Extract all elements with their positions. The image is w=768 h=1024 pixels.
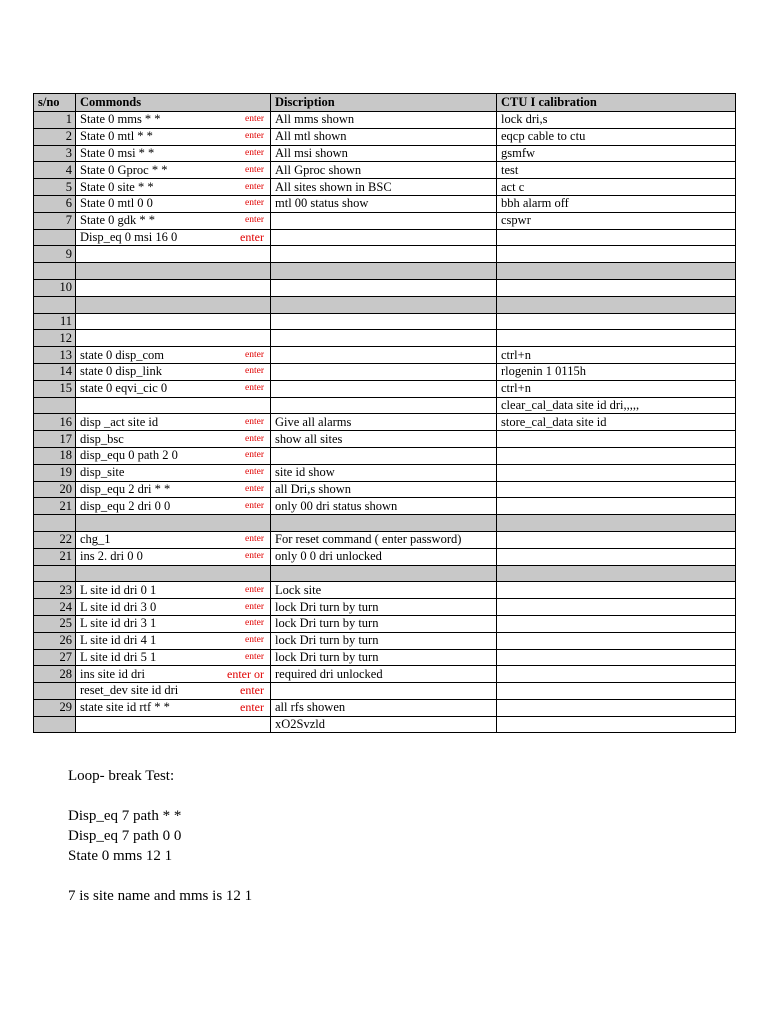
ctu-calibration-cell bbox=[497, 447, 736, 464]
table-row bbox=[34, 515, 736, 532]
command-cell bbox=[76, 615, 271, 632]
command-cell bbox=[76, 195, 271, 212]
description-cell bbox=[271, 683, 497, 700]
row-number: 2 bbox=[34, 128, 76, 145]
enter-label: enter bbox=[245, 181, 264, 192]
command-cell bbox=[76, 162, 271, 179]
enter-label: enter bbox=[245, 551, 264, 562]
enter-label: enter bbox=[240, 700, 264, 715]
enter-label: enter bbox=[245, 635, 264, 646]
table-row bbox=[34, 599, 736, 616]
enter-label: enter bbox=[245, 366, 264, 377]
note-line: Disp_eq 7 path * * bbox=[68, 808, 182, 824]
command-cell bbox=[76, 296, 271, 313]
table-row bbox=[34, 246, 736, 263]
table-row bbox=[34, 683, 736, 700]
ctu-calibration-cell: test bbox=[497, 162, 736, 179]
command-text: disp_equ 2 dri 0 0 bbox=[80, 498, 171, 513]
command-cell bbox=[76, 515, 271, 532]
enter-label: enter bbox=[245, 651, 264, 662]
enter-label: enter bbox=[245, 500, 264, 511]
description-cell bbox=[271, 263, 497, 280]
command-text: reset_dev site id dri bbox=[80, 683, 179, 698]
description-cell bbox=[271, 212, 497, 229]
table-body bbox=[34, 112, 736, 733]
table-row bbox=[34, 279, 736, 296]
ctu-calibration-cell bbox=[497, 431, 736, 448]
row-number: 26 bbox=[34, 632, 76, 649]
row-number bbox=[34, 565, 76, 582]
description-cell bbox=[271, 330, 497, 347]
description-cell: show all sites bbox=[271, 431, 497, 448]
command-text: L site id dri 3 1 bbox=[80, 616, 157, 631]
command-cell bbox=[76, 699, 271, 716]
table-row bbox=[34, 666, 736, 683]
ctu-calibration-cell bbox=[497, 548, 736, 565]
command-cell bbox=[76, 347, 271, 364]
ctu-calibration-cell: eqcp cable to ctu bbox=[497, 128, 736, 145]
ctu-calibration-cell bbox=[497, 246, 736, 263]
ctu-calibration-cell bbox=[497, 531, 736, 548]
ctu-calibration-cell: lock dri,s bbox=[497, 112, 736, 129]
command-cell bbox=[76, 179, 271, 196]
row-number: 29 bbox=[34, 699, 76, 716]
header-commands: Commonds bbox=[76, 94, 271, 112]
table-row bbox=[34, 229, 736, 246]
ctu-calibration-cell bbox=[497, 649, 736, 666]
command-text: State 0 Gproc * * bbox=[80, 162, 168, 177]
table-row bbox=[34, 632, 736, 649]
ctu-calibration-cell bbox=[497, 599, 736, 616]
command-text: state site id rtf * * bbox=[80, 700, 170, 715]
description-cell bbox=[271, 447, 497, 464]
description-cell bbox=[271, 397, 497, 414]
description-cell: lock Dri turn by turn bbox=[271, 615, 497, 632]
description-cell: lock Dri turn by turn bbox=[271, 599, 497, 616]
row-number: 14 bbox=[34, 363, 76, 380]
description-cell bbox=[271, 363, 497, 380]
description-cell: mtl 00 status show bbox=[271, 195, 497, 212]
enter-label: enter bbox=[245, 383, 264, 394]
description-cell: only 0 0 dri unlocked bbox=[271, 548, 497, 565]
table-row bbox=[34, 179, 736, 196]
row-number: 23 bbox=[34, 582, 76, 599]
command-cell bbox=[76, 565, 271, 582]
command-cell bbox=[76, 582, 271, 599]
ctu-calibration-cell bbox=[497, 229, 736, 246]
note-line bbox=[68, 866, 252, 886]
ctu-calibration-cell: store_cal_data site id bbox=[497, 414, 736, 431]
description-cell: All mms shown bbox=[271, 112, 497, 129]
command-cell bbox=[76, 229, 271, 246]
command-text: State 0 mtl * * bbox=[80, 129, 153, 144]
ctu-calibration-cell bbox=[497, 699, 736, 716]
ctu-calibration-cell bbox=[497, 683, 736, 700]
table-row bbox=[34, 649, 736, 666]
command-cell bbox=[76, 431, 271, 448]
command-text: State 0 gdk * * bbox=[80, 213, 155, 228]
description-cell: all rfs showen bbox=[271, 699, 497, 716]
table-row bbox=[34, 447, 736, 464]
row-number: 10 bbox=[34, 279, 76, 296]
description-cell: only 00 dri status shown bbox=[271, 498, 497, 515]
description-cell: lock Dri turn by turn bbox=[271, 632, 497, 649]
row-number: 24 bbox=[34, 599, 76, 616]
command-cell bbox=[76, 145, 271, 162]
command-cell bbox=[76, 263, 271, 280]
description-cell: Give all alarms bbox=[271, 414, 497, 431]
command-text: state 0 disp_link bbox=[80, 364, 162, 379]
command-cell bbox=[76, 279, 271, 296]
description-cell: lock Dri turn by turn bbox=[271, 649, 497, 666]
table-row bbox=[34, 699, 736, 716]
loop-break-notes bbox=[68, 766, 252, 906]
note-line: State 0 mms 12 1 bbox=[68, 848, 173, 864]
note-line bbox=[68, 786, 252, 806]
row-number: 18 bbox=[34, 447, 76, 464]
description-cell bbox=[271, 246, 497, 263]
row-number: 4 bbox=[34, 162, 76, 179]
table-row bbox=[34, 397, 736, 414]
enter-label: enter bbox=[245, 584, 264, 595]
table-row bbox=[34, 313, 736, 330]
command-text: state 0 eqvi_cic 0 bbox=[80, 381, 168, 396]
ctu-calibration-cell: bbh alarm off bbox=[497, 195, 736, 212]
table-row bbox=[34, 296, 736, 313]
table-row bbox=[34, 330, 736, 347]
command-text: state 0 disp_com bbox=[80, 347, 165, 362]
command-cell bbox=[76, 481, 271, 498]
enter-label: enter bbox=[245, 433, 264, 444]
row-number bbox=[34, 296, 76, 313]
table-row bbox=[34, 263, 736, 280]
table-row bbox=[34, 531, 736, 548]
enter-label: enter bbox=[245, 131, 264, 142]
header-ctu-calibration: CTU I calibration bbox=[497, 94, 736, 112]
table-row bbox=[34, 162, 736, 179]
enter-label: enter bbox=[245, 483, 264, 494]
row-number: 19 bbox=[34, 464, 76, 481]
command-cell bbox=[76, 414, 271, 431]
command-cell bbox=[76, 112, 271, 129]
row-number bbox=[34, 397, 76, 414]
command-text: State 0 msi * * bbox=[80, 145, 155, 160]
note-line: Loop- break Test: bbox=[68, 768, 175, 784]
enter-label: enter bbox=[245, 114, 264, 125]
ctu-calibration-cell: ctrl+n bbox=[497, 380, 736, 397]
table-row bbox=[34, 128, 736, 145]
row-number: 5 bbox=[34, 179, 76, 196]
command-cell bbox=[76, 447, 271, 464]
ctu-calibration-cell: ctrl+n bbox=[497, 347, 736, 364]
command-text: disp_equ 2 dri * * bbox=[80, 481, 171, 496]
description-cell bbox=[271, 347, 497, 364]
table-row bbox=[34, 112, 736, 129]
description-cell bbox=[271, 313, 497, 330]
table-row bbox=[34, 498, 736, 515]
command-text: Disp_eq 0 msi 16 0 bbox=[80, 229, 178, 244]
row-number bbox=[34, 229, 76, 246]
description-cell: All mtl shown bbox=[271, 128, 497, 145]
command-text: ins site id dri bbox=[80, 666, 145, 681]
description-cell: All sites shown in BSC bbox=[271, 179, 497, 196]
note-line: Disp_eq 7 path 0 0 bbox=[68, 828, 182, 844]
row-number: 11 bbox=[34, 313, 76, 330]
enter-label: enter bbox=[240, 229, 264, 244]
command-text: State 0 mms * * bbox=[80, 112, 161, 127]
enter-label: enter bbox=[245, 450, 264, 461]
command-cell bbox=[76, 246, 271, 263]
description-cell bbox=[271, 565, 497, 582]
ctu-calibration-cell bbox=[497, 296, 736, 313]
ctu-calibration-cell bbox=[497, 263, 736, 280]
row-number: 27 bbox=[34, 649, 76, 666]
row-number: 21 bbox=[34, 548, 76, 565]
command-cell bbox=[76, 212, 271, 229]
enter-label: enter bbox=[240, 683, 264, 698]
table-row bbox=[34, 481, 736, 498]
enter-label: enter bbox=[245, 349, 264, 360]
row-number: 7 bbox=[34, 212, 76, 229]
command-cell bbox=[76, 683, 271, 700]
ctu-calibration-cell: gsmfw bbox=[497, 145, 736, 162]
command-cell bbox=[76, 128, 271, 145]
command-cell bbox=[76, 531, 271, 548]
ctu-calibration-cell: rlogenin 1 0115h bbox=[497, 363, 736, 380]
enter-label: enter bbox=[245, 198, 264, 209]
row-number: 13 bbox=[34, 347, 76, 364]
command-text: ins 2. dri 0 0 bbox=[80, 549, 143, 564]
command-text: disp_bsc bbox=[80, 431, 124, 446]
command-cell bbox=[76, 632, 271, 649]
command-cell bbox=[76, 666, 271, 683]
ctu-calibration-cell bbox=[497, 313, 736, 330]
row-number: 21 bbox=[34, 498, 76, 515]
enter-label: enter bbox=[245, 215, 264, 226]
row-number: 17 bbox=[34, 431, 76, 448]
row-number: 12 bbox=[34, 330, 76, 347]
description-cell bbox=[271, 515, 497, 532]
command-text: L site id dri 4 1 bbox=[80, 633, 157, 648]
ctu-calibration-cell bbox=[497, 515, 736, 532]
row-number: 9 bbox=[34, 246, 76, 263]
row-number: 15 bbox=[34, 380, 76, 397]
enter-label: enter bbox=[245, 467, 264, 478]
command-cell bbox=[76, 649, 271, 666]
enter-label: enter bbox=[245, 534, 264, 545]
row-number bbox=[34, 263, 76, 280]
table-row bbox=[34, 716, 736, 733]
ctu-calibration-cell: act c bbox=[497, 179, 736, 196]
enter-label: enter or bbox=[227, 666, 264, 681]
command-cell bbox=[76, 363, 271, 380]
table-row bbox=[34, 431, 736, 448]
command-text: disp _act site id bbox=[80, 414, 159, 429]
table-row bbox=[34, 347, 736, 364]
row-number: 16 bbox=[34, 414, 76, 431]
enter-label: enter bbox=[245, 416, 264, 427]
table-row bbox=[34, 565, 736, 582]
row-number bbox=[34, 716, 76, 733]
commands-table bbox=[33, 93, 736, 733]
table-row bbox=[34, 363, 736, 380]
command-cell bbox=[76, 498, 271, 515]
command-text: L site id dri 3 0 bbox=[80, 599, 157, 614]
enter-label: enter bbox=[245, 601, 264, 612]
row-number: 3 bbox=[34, 145, 76, 162]
command-text: State 0 site * * bbox=[80, 179, 154, 194]
description-cell: All msi shown bbox=[271, 145, 497, 162]
row-number: 22 bbox=[34, 531, 76, 548]
ctu-calibration-cell bbox=[497, 582, 736, 599]
description-cell: All Gproc shown bbox=[271, 162, 497, 179]
row-number: 25 bbox=[34, 615, 76, 632]
command-cell bbox=[76, 464, 271, 481]
enter-label: enter bbox=[245, 618, 264, 629]
ctu-calibration-cell bbox=[497, 498, 736, 515]
ctu-calibration-cell bbox=[497, 481, 736, 498]
row-number: 28 bbox=[34, 666, 76, 683]
ctu-calibration-cell bbox=[497, 330, 736, 347]
row-number: 6 bbox=[34, 195, 76, 212]
row-number bbox=[34, 683, 76, 700]
description-cell bbox=[271, 279, 497, 296]
header-description: Discription bbox=[271, 94, 497, 112]
description-cell: Lock site bbox=[271, 582, 497, 599]
command-text: L site id dri 5 1 bbox=[80, 649, 157, 664]
command-text: disp_site bbox=[80, 465, 125, 480]
ctu-calibration-cell bbox=[497, 464, 736, 481]
ctu-calibration-cell bbox=[497, 632, 736, 649]
table-row bbox=[34, 380, 736, 397]
description-cell bbox=[271, 296, 497, 313]
command-cell bbox=[76, 313, 271, 330]
command-cell bbox=[76, 716, 271, 733]
command-text: L site id dri 0 1 bbox=[80, 582, 157, 597]
command-text: disp_equ 0 path 2 0 bbox=[80, 448, 178, 463]
row-number: 20 bbox=[34, 481, 76, 498]
description-cell bbox=[271, 380, 497, 397]
command-cell bbox=[76, 330, 271, 347]
header-sno: s/no bbox=[34, 94, 76, 112]
ctu-calibration-cell: cspwr bbox=[497, 212, 736, 229]
description-cell: For reset command ( enter password) bbox=[271, 531, 497, 548]
command-cell bbox=[76, 599, 271, 616]
table-row bbox=[34, 464, 736, 481]
table-header-row bbox=[34, 94, 736, 112]
command-cell bbox=[76, 397, 271, 414]
command-text: State 0 mtl 0 0 bbox=[80, 196, 153, 211]
ctu-calibration-cell bbox=[497, 565, 736, 582]
command-cell bbox=[76, 548, 271, 565]
table-row bbox=[34, 582, 736, 599]
row-number bbox=[34, 515, 76, 532]
table-row bbox=[34, 212, 736, 229]
enter-label: enter bbox=[245, 147, 264, 158]
description-cell: site id show bbox=[271, 464, 497, 481]
description-cell: required dri unlocked bbox=[271, 666, 497, 683]
ctu-calibration-cell bbox=[497, 666, 736, 683]
table-row bbox=[34, 414, 736, 431]
table-row bbox=[34, 615, 736, 632]
command-text: chg_1 bbox=[80, 532, 111, 547]
description-cell: xO2Svzld bbox=[271, 716, 497, 733]
ctu-calibration-cell bbox=[497, 716, 736, 733]
table-row bbox=[34, 548, 736, 565]
ctu-calibration-cell bbox=[497, 279, 736, 296]
description-cell: all Dri,s shown bbox=[271, 481, 497, 498]
command-cell bbox=[76, 380, 271, 397]
description-cell bbox=[271, 229, 497, 246]
enter-label: enter bbox=[245, 164, 264, 175]
table-row bbox=[34, 195, 736, 212]
ctu-calibration-cell: clear_cal_data site id dri,,,,, bbox=[497, 397, 736, 414]
note-line: 7 is site name and mms is 12 1 bbox=[68, 888, 253, 904]
row-number: 1 bbox=[34, 112, 76, 129]
ctu-calibration-cell bbox=[497, 615, 736, 632]
table-row bbox=[34, 145, 736, 162]
